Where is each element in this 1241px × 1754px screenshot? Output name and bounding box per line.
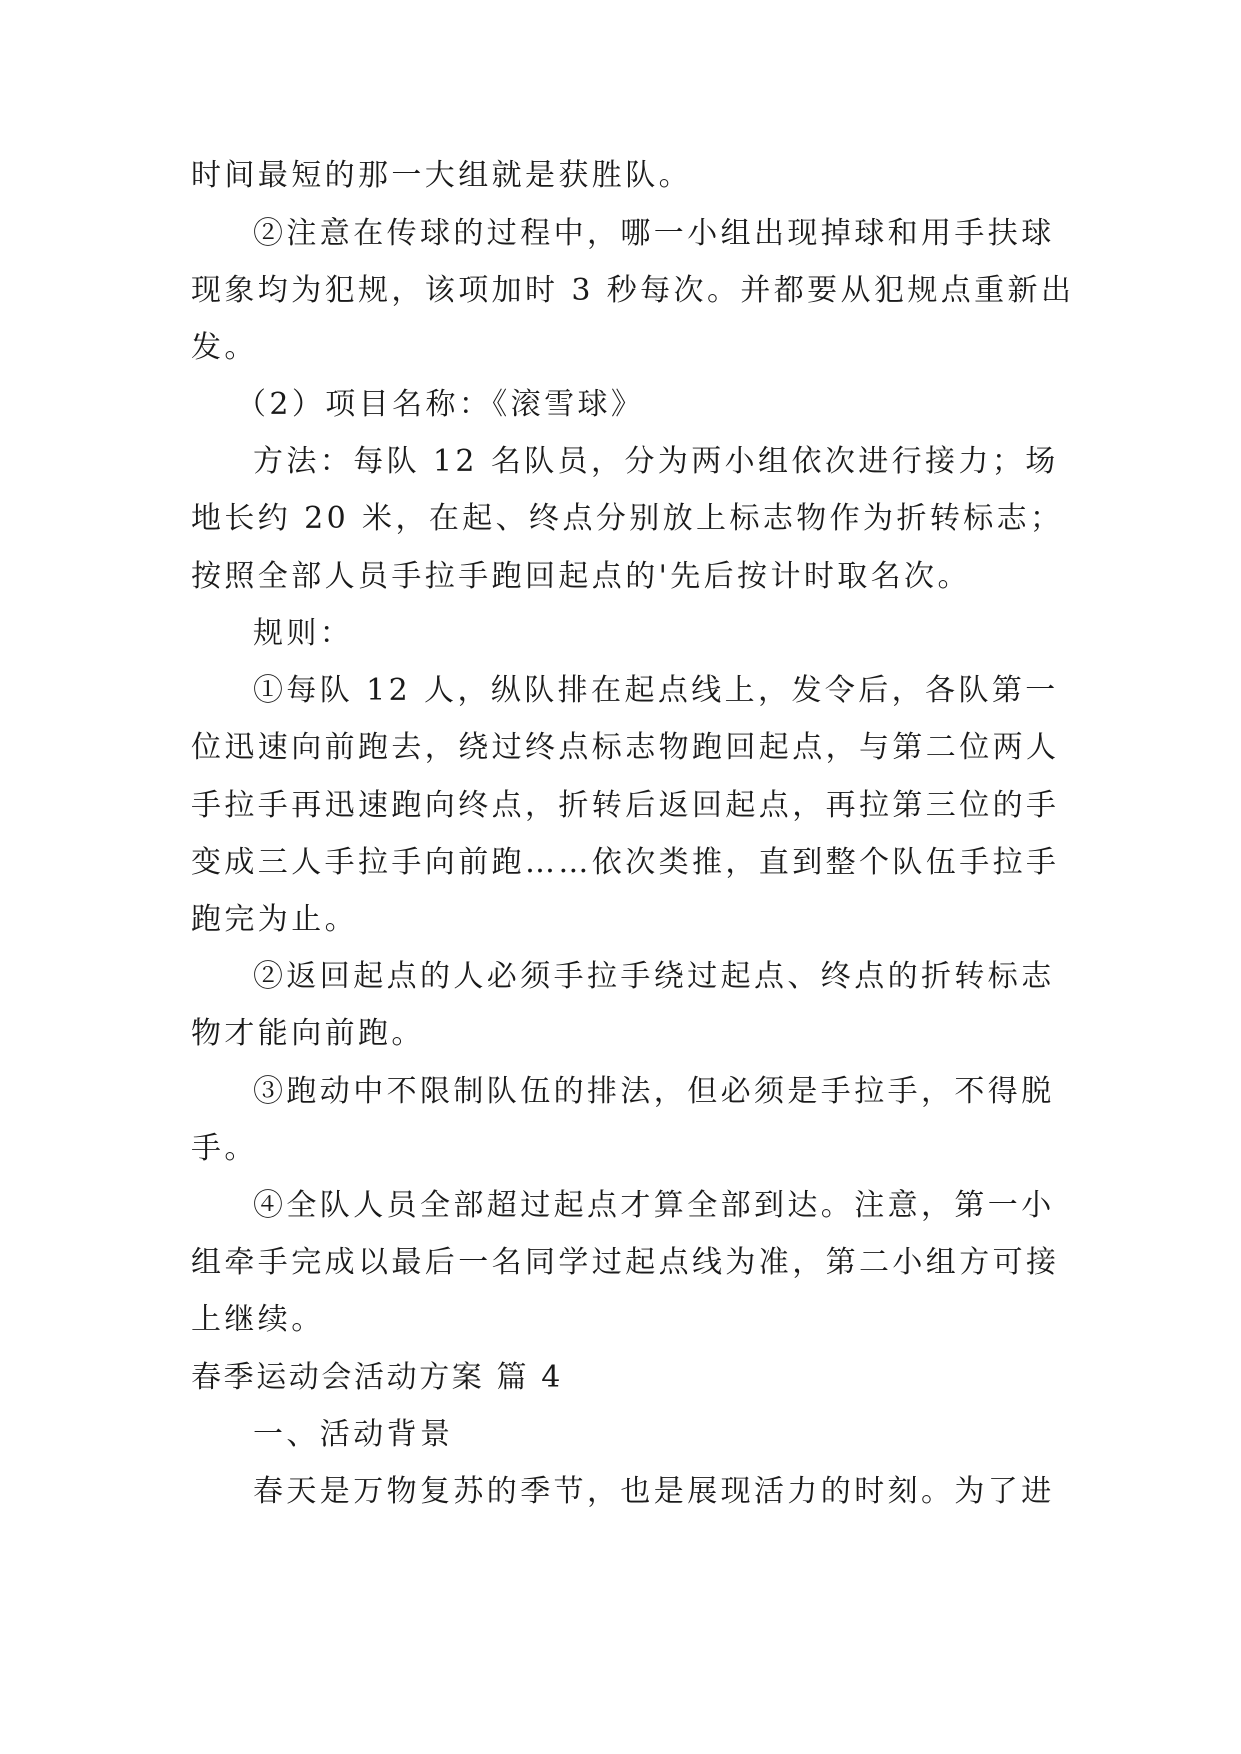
section-subheading: （2）项目名称：《滚雪球》	[236, 387, 645, 422]
text-line: 方法：每队 12 名队员，分为两小组依次进行接力；场	[253, 444, 1059, 479]
text-line: 手。	[191, 1131, 258, 1166]
text-line: ④全队人员全部超过起点才算全部到达。注意，第一小	[253, 1188, 1055, 1223]
text-line: 按照全部人员手拉手跑回起点的'先后按计时取名次。	[191, 559, 971, 594]
text-line: 跑完为止。	[191, 902, 358, 937]
text-line: 时间最短的那一大组就是获胜队。	[191, 158, 692, 193]
text-line: ②注意在传球的过程中，哪一小组出现掉球和用手扶球	[253, 216, 1055, 251]
text-line: 物才能向前跑。	[191, 1016, 425, 1051]
text-line: 春天是万物复苏的季节，也是展现活力的时刻。为了进	[253, 1474, 1055, 1509]
text-line: ①每队 12 人，纵队排在起点线上，发令后，各队第一	[253, 673, 1059, 708]
text-line: 地长约 20 米，在起、终点分别放上标志物作为折转标志；	[191, 501, 1064, 536]
text-line: 变成三人手拉手向前跑……依次类推，直到整个队伍手拉手	[191, 845, 1060, 880]
text-line: ③跑动中不限制队伍的排法，但必须是手拉手，不得脱	[253, 1074, 1055, 1109]
text-line: 现象均为犯规，该项加时 3 秒每次。并都要从犯规点重新出	[191, 273, 1075, 308]
text-line: 一、活动背景	[253, 1417, 454, 1452]
text-line: 上继续。	[191, 1302, 325, 1337]
text-line: 位迅速向前跑去，绕过终点标志物跑回起点，与第二位两人	[191, 730, 1060, 765]
text-line: 规则：	[253, 616, 354, 651]
text-line: 手拉手再迅速跑向终点，折转后返回起点，再拉第三位的手	[191, 788, 1060, 823]
section-heading: 春季运动会活动方案 篇 4	[191, 1360, 563, 1395]
text-line: ②返回起点的人必须手拉手绕过起点、终点的折转标志	[253, 959, 1055, 994]
text-line: 组牵手完成以最后一名同学过起点线为准，第二小组方可接	[191, 1245, 1060, 1280]
text-line: 发。	[191, 330, 258, 365]
